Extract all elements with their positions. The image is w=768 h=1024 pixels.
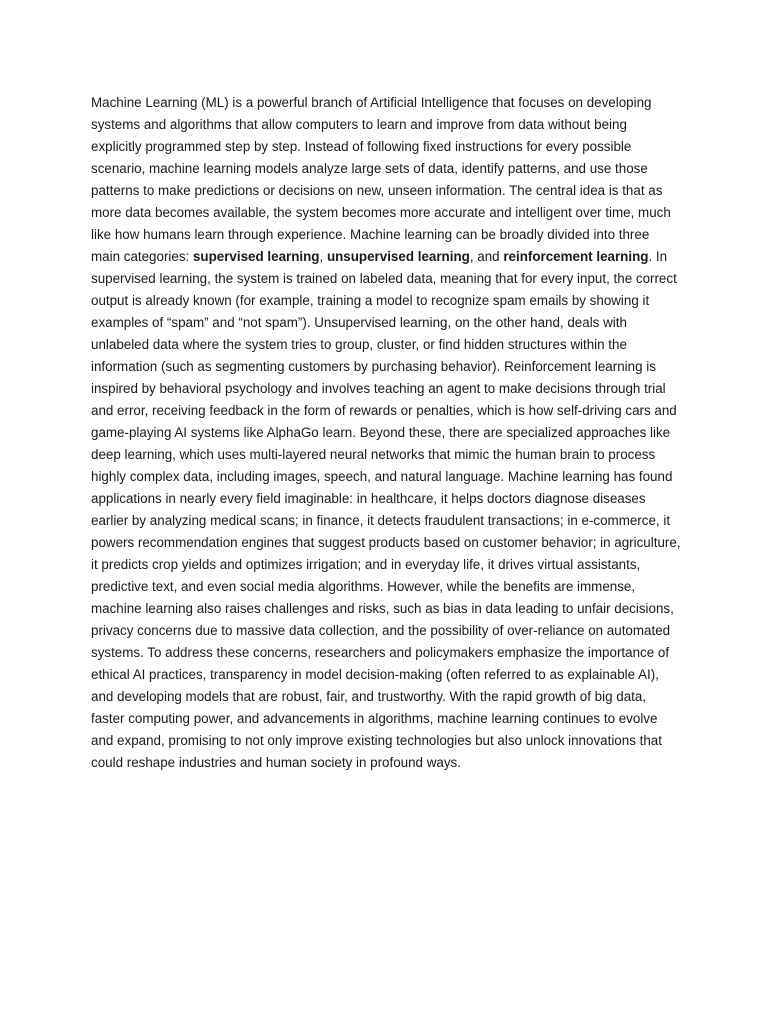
paragraph-text-body: . In supervised learning, the system is trained on labeled data, meaning that for every input, the correct output is already known (for example, training a model to recognize spam emails by showing it examples of “spam” and “not spam”). Unsupervised learning, on the other hand, deals with unlabeled data where the system tries to group, cluster, or find hidden structures within the information (such as segmenting customers by purchasing behavior). Reinforcement learning is inspired by behavioral psychology and involves teaching an agent to make decisions through trial and error, receiving feedback in the form of rewards or penalties, which is how self-driving cars and game-playing AI systems like AlphaGo learn. Beyond these, there are specialized approaches like deep learning, which uses multi-layered neural networks that mimic the human brain to process highly complex data, including images, speech, and natural language. Machine learning has found applications in nearly every field imaginable: in healthcare, it helps doctors diagnose diseases earlier by analyzing medical scans; in finance, it detects fraudulent transactions; in e-commerce, it powers recommendation engines that suggest products based on customer behavior; in agriculture, it predicts crop yields and optimizes irrigation; and in everyday life, it drives virtual assistants, predictive text, and even social media algorithms. However, while the benefits are immense, machine learning also raises challenges and risks, such as bias in data leading to unfair decisions, privacy concerns due to massive data collection, and the possibility of over-reliance on automated systems. To address these concerns, researchers and policymakers emphasize the importance of ethical AI practices, transparency in model decision-making (often referred to as explainable AI), and developing models that are robust, fair, and trustworthy. With the rapid growth of big data, faster computing power, and advancements in algorithms, machine learning continues to evolve and expand, promising to not only improve existing technologies but also unlock innovations that could reshape industries and human society in profound ways.	[91, 249, 681, 770]
term-supervised-learning: supervised learning	[192, 249, 320, 264]
term-unsupervised-learning: unsupervised learning	[326, 249, 470, 264]
term-reinforcement-learning: reinforcement learning	[503, 249, 649, 264]
body-paragraph	[91, 92, 681, 774]
paragraph-text-intro: Machine Learning (ML) is a powerful branch of Artificial Intelligence that focuses on developing systems and algorithms that allow computers to learn and improve from data without being explicitly programmed step by step. Instead of following fixed instructions for every possible scenario, machine learning models analyze large sets of data, identify patterns, and use those patterns to make predictions or decisions on new, unseen information. The central idea is that as more data becomes available, the system becomes more accurate and intelligent over time, much like how humans learn through experience. Machine learning can be broadly divided into three main categories:	[91, 95, 671, 264]
paragraph-separator: , and	[469, 249, 504, 264]
paragraph-separator: ,	[319, 249, 327, 264]
